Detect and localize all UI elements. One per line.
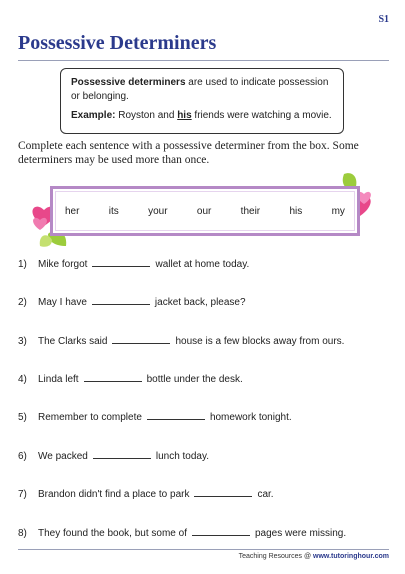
definition-box bbox=[60, 68, 344, 134]
word-bank-area bbox=[30, 170, 375, 250]
definition-term: Possessive determiners bbox=[71, 77, 186, 88]
question-number: 3) bbox=[18, 336, 27, 347]
question-number: 1) bbox=[18, 259, 27, 270]
answer-blank[interactable] bbox=[93, 449, 151, 459]
word-bank-item: her bbox=[65, 205, 80, 217]
word-bank bbox=[50, 186, 360, 236]
word-bank-item: my bbox=[331, 205, 345, 217]
question-text-after: jacket back, please? bbox=[154, 297, 246, 308]
question-text-before: They found the book, but some of bbox=[38, 528, 187, 539]
question-row bbox=[18, 257, 249, 270]
question-text-after: car. bbox=[257, 489, 274, 500]
answer-blank[interactable] bbox=[194, 487, 252, 497]
word-bank-item: their bbox=[240, 205, 261, 217]
question-text-after: homework tonight. bbox=[209, 412, 292, 423]
question-text-before: Brandon didn't find a place to park bbox=[38, 489, 190, 500]
word-bank-item: its bbox=[108, 205, 119, 217]
sheet-code: S1 bbox=[378, 14, 389, 25]
answer-blank[interactable] bbox=[84, 372, 142, 382]
definition-text bbox=[71, 76, 333, 104]
question-text-after: wallet at home today. bbox=[155, 259, 250, 270]
question-row bbox=[18, 526, 346, 539]
question-row bbox=[18, 334, 344, 347]
question-row bbox=[18, 410, 292, 423]
instruction-text: Complete each sentence with a possessive determiner from the box. Some determiners may be used more than once. bbox=[18, 140, 359, 166]
example-after: friends were watching a movie. bbox=[191, 110, 332, 121]
question-number: 7) bbox=[18, 489, 27, 500]
question-text-after: house is a few blocks away from ours. bbox=[175, 336, 345, 347]
page-title: Possessive Determiners bbox=[18, 32, 217, 54]
question-text-before: Mike forgot bbox=[38, 259, 88, 270]
example-text bbox=[71, 109, 333, 123]
definition-body: are used to indicate possession or belonging. bbox=[71, 77, 329, 102]
question-number: 2) bbox=[18, 297, 27, 308]
question-row bbox=[18, 487, 274, 500]
answer-blank[interactable] bbox=[192, 526, 250, 536]
answer-blank[interactable] bbox=[147, 410, 205, 420]
question-row bbox=[18, 449, 209, 462]
word-bank-item: our bbox=[196, 205, 212, 217]
question-text-before: Remember to complete bbox=[38, 412, 142, 423]
example-before: Royston and bbox=[115, 110, 178, 121]
question-number: 5) bbox=[18, 412, 27, 423]
question-text-before: May I have bbox=[38, 297, 87, 308]
footer bbox=[239, 553, 389, 560]
question-number: 8) bbox=[18, 528, 27, 539]
question-number: 6) bbox=[18, 451, 27, 462]
question-text-before: The Clarks said bbox=[38, 336, 108, 347]
question-text-after: lunch today. bbox=[155, 451, 210, 462]
question-row bbox=[18, 372, 243, 385]
question-text-after: bottle under the desk. bbox=[146, 374, 243, 385]
example-label: Example: bbox=[71, 110, 116, 121]
footer-divider bbox=[18, 549, 389, 550]
example-highlight: his bbox=[177, 110, 192, 121]
answer-blank[interactable] bbox=[92, 295, 150, 305]
word-bank-list bbox=[53, 189, 357, 233]
word-bank-item: your bbox=[148, 205, 168, 217]
footer-site: www.tutoringhour.com bbox=[313, 553, 389, 560]
question-text-before: Linda left bbox=[38, 374, 79, 385]
question-row bbox=[18, 295, 246, 308]
question-text-before: We packed bbox=[38, 451, 88, 462]
question-text-after: pages were missing. bbox=[254, 528, 347, 539]
footer-prefix: Teaching Resources @ bbox=[238, 553, 314, 560]
answer-blank[interactable] bbox=[92, 257, 150, 267]
answer-blank[interactable] bbox=[112, 334, 170, 344]
title-divider bbox=[18, 60, 389, 61]
word-bank-item: his bbox=[289, 205, 303, 217]
question-number: 4) bbox=[18, 374, 27, 385]
